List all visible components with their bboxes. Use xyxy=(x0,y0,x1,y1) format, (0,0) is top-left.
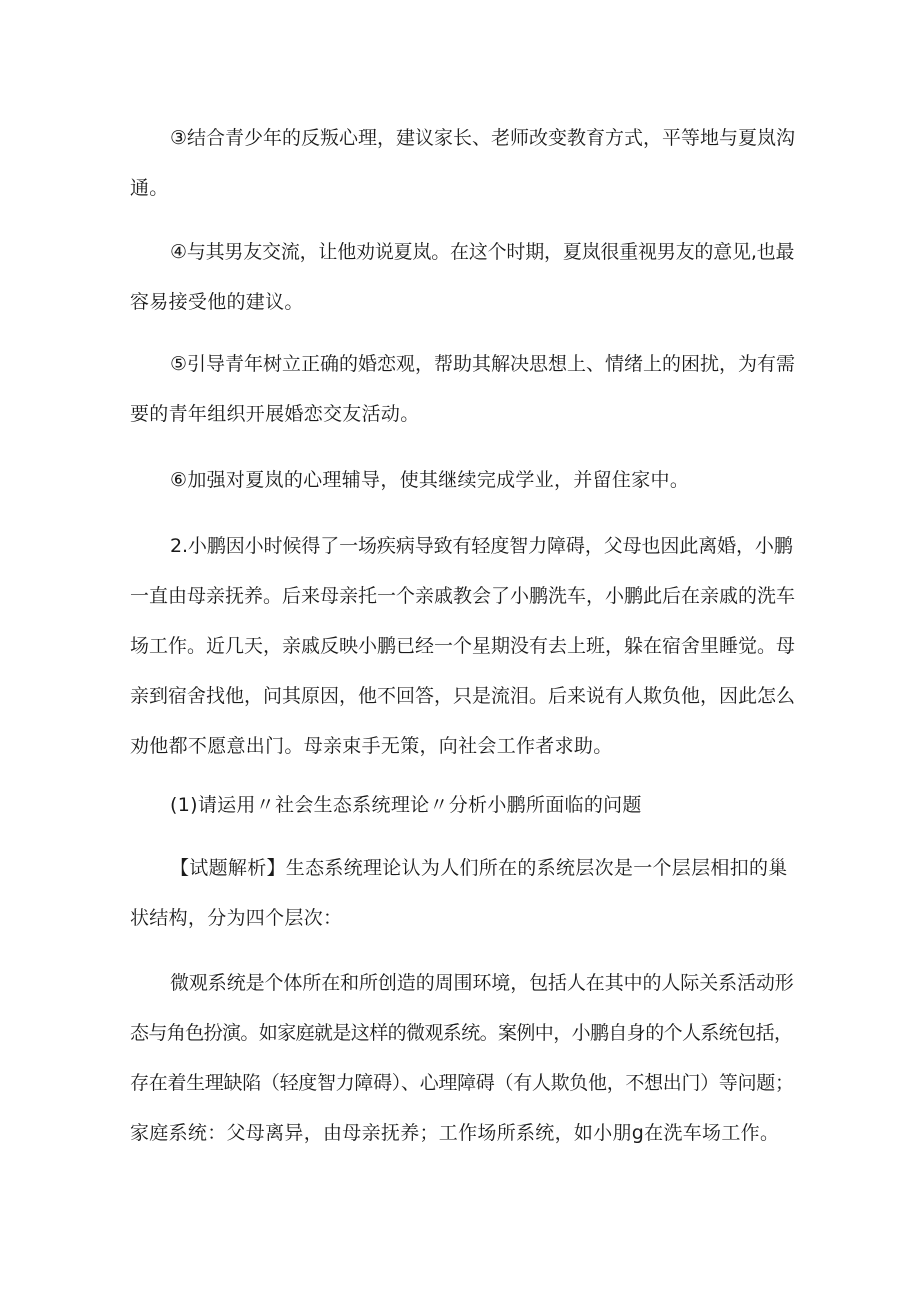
text-line: 态与角色扮演。如家庭就是这样的微观系统。案例中，小鹏自身的个人系统包括， xyxy=(130,1022,793,1044)
paragraph-analysis-intro xyxy=(130,843,795,943)
text-line: 一直由母亲抚养。后来母亲托一个亲戚教会了小鹏洗车，小鹏此后在亲戚的洗车 xyxy=(130,585,796,607)
text-line: 家庭系统：父母离异，由母亲抚养；工作场所系统，如小朋g在洗车场工作。 xyxy=(130,1122,780,1144)
paragraph-item-5 xyxy=(130,339,795,439)
text-line: 状结构，分为四个层次： xyxy=(130,907,343,929)
text-line: 2.小鹏因小时候得了一场疾病导致有轻度智力障碍，父母也因此离婚，小鹏 xyxy=(170,535,793,557)
paragraph-item-3 xyxy=(130,113,795,213)
text-line: 要的青年组织开展婚恋交友活动。 xyxy=(130,403,420,425)
paragraph-micro-system xyxy=(130,958,795,1158)
text-line: ③结合青少年的反叛心理，建议家长、老师改变教育方式，平等地与夏岚沟 xyxy=(170,127,796,149)
text-line: 微观系统是个体所在和所创造的周围环境，包括人在其中的人际关系活动形 xyxy=(170,972,794,994)
text-line: 【试题解析】生态系统理论认为人们所在的系统层次是一个层层相扣的巢 xyxy=(170,857,788,879)
text-line: 存在着生理缺陷（轻度智力障碍）、心理障碍（有人欺负他，不想出门）等问题； xyxy=(130,1072,794,1094)
text-line: 通。 xyxy=(130,177,169,199)
text-line: ⑤引导青年树立正确的婚恋观，帮助其解决思想上、情绪上的困扰，为有需 xyxy=(170,353,796,375)
text-line: ④与其男友交流，让他劝说夏岚。在这个时期，夏岚很重视男友的意见,也最 xyxy=(170,241,795,263)
text-line: 场工作。近几天，亲戚反映小鹏已经一个星期没有去上班，躲在宿舍里睡觉。母 xyxy=(130,635,796,657)
text-line: 亲到宿舍找他，问其原因，他不回答，只是流泪。后来说有人欺负他，因此怎么 xyxy=(130,685,796,707)
text-line: (1)请运用〃社会生态系统理论〃分析小鹏所面临的问题 xyxy=(170,794,642,816)
paragraph-question-1 xyxy=(130,780,795,830)
text-line: 劝他都不愿意出门。母亲束手无策，向社会工作者求助。 xyxy=(130,735,613,757)
paragraph-case-2 xyxy=(130,521,795,771)
text-line: ⑥加强对夏岚的心理辅导，使其继续完成学业，并留住家中。 xyxy=(170,469,690,491)
paragraph-item-4 xyxy=(130,227,795,327)
text-line: 容易接受他的建议。 xyxy=(130,291,304,313)
paragraph-item-6 xyxy=(130,455,795,505)
